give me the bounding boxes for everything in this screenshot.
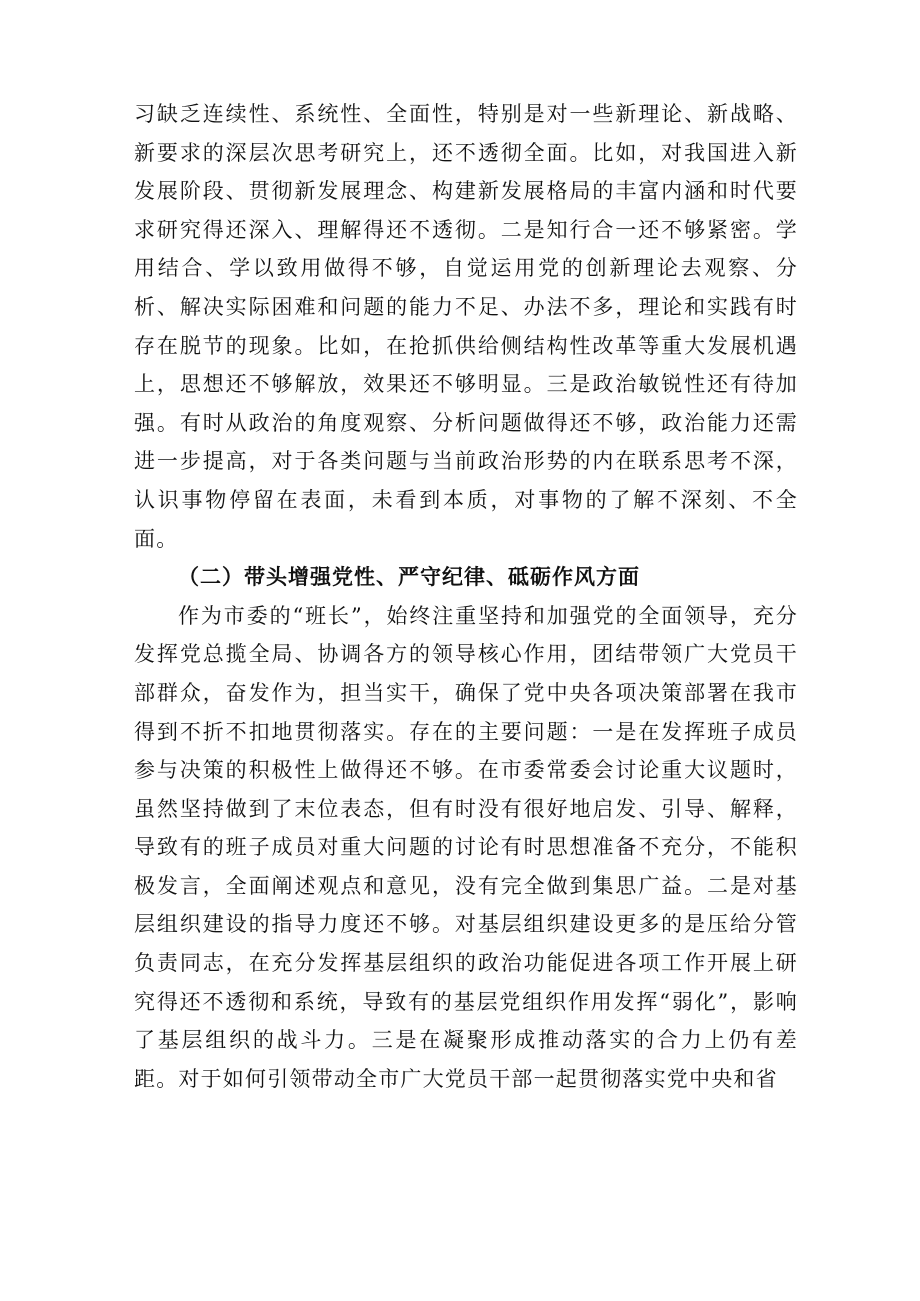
section-heading: （二）带头增强党性、严守纪律、砥砺作风方面	[178, 565, 640, 590]
paragraph-continued: 习缺乏连续性、系统性、全面性，特别是对一些新理论、新战略、新要求的深层次思考研究上，还不透彻全面。比如，对我国进入新发展阶段、贯彻新发展理念、构建新发展格局的丰富内涵和时代要求研究得还深入、理解得还不透彻。二是知行合一还不够紧密。学用结合、学以致用做得不够，自觉运用党的创新理论去观察、分析、解决实际困难和问题的能力不足、办法不多，理论和实践有时存在脱节的现象。比如，在抢抓供给侧结构性改革等重大发展机遇上，思想还不够解放，效果还不够明显。三是政治敏锐性还有待加强。有时从政治的角度观察、分析问题做得还不够，政治能力还需进一步提高，对于各类问题与当前政治形势的内在联系思考不深，认识事物停留在表面，未看到本质，对事物的了解不深刻、不全面。	[134, 102, 798, 551]
paragraph-section-2: 作为市委的“班长”，始终注重坚持和加强党的全面领导，充分发挥党总揽全局、协调各方的领导核心作用，团结带领广大党员干部群众，奋发作为，担当实干，确保了党中央各项决策部署在我市得到不折不扣地贯彻落实。存在的主要问题：一是在发挥班子成员参与决策的积极性上做得还不够。在市委常委会讨论重大议题时，虽然坚持做到了末位表态，但有时没有很好地启发、引导、解释，导致有的班子成员对重大问题的讨论有时思想准备不充分，不能积极发言，全面阐述观点和意见，没有完全做到集思广益。二是对基层组织建设的指导力度还不够。对基层组织建设更多的是压给分管负责同志，在充分发挥基层组织的政治功能促进各项工作开展上研究得还不透彻和系统，导致有的基层党组织作用发挥“弱化”，影响了基层组织的战斗力。三是在凝聚形成推动落实的合力上仍有差距。对于如何引领带动全市广大党员干部一起贯彻落实党中央和省	[134, 603, 798, 1091]
document-body	[134, 95, 798, 1098]
